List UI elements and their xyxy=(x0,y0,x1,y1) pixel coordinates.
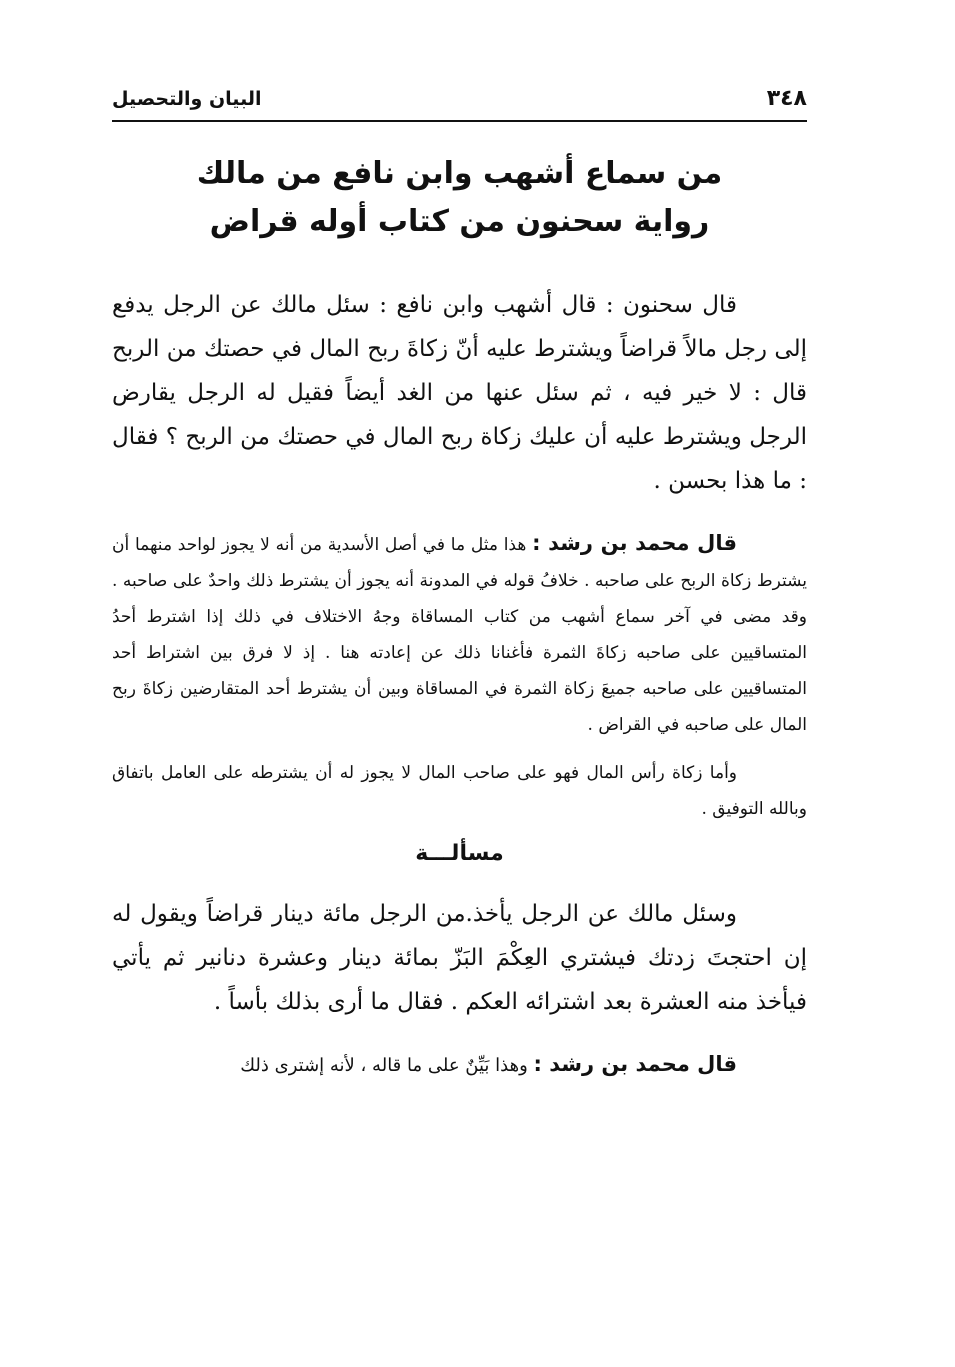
commentary-text-2: وهذا بَيِّنٌ على ما قاله ، لأنه إشترى ذلك xyxy=(240,1055,534,1076)
paragraph-zakat-capital: وأما زكاة رأس المال فهو على صاحب المال لا يجوز له أن يشترطه على العامل باتفاق وبالله التوفيق . xyxy=(112,763,807,819)
page-header xyxy=(112,86,807,122)
paragraph-commentary-2 xyxy=(112,1046,807,1084)
commentator-lead-2: قال محمد بن رشد : xyxy=(533,1052,737,1076)
page-number: ٣٤٨ xyxy=(766,86,807,111)
paragraph-sahnun: قال سحنون : قال أشهب وابن نافع : سئل مالك عن الرجل يدفع إلى رجل مالاً قراضاً ويشترط عليه أنّ زكاةَ ربح المال في حصتك من الربح قال : لا خير فيه ، ثم سئل عنها من الغد أيضاً فقيل له الرجل يقارض الرجل ويشترط عليه أن عليك زكاة ربح المال في حصتك من الربح ؟ فقال : ما هذا بحسن . xyxy=(112,292,807,494)
paragraph-commentary-1 xyxy=(112,525,807,743)
paragraph-question: وسئل مالك عن الرجل يأخذ.من الرجل مائة دينار قراضاً ويقول له إن احتجتَ زدتك فيشتري العِكْمَ البَزّ بمائة دينار وعشرة دنانير ثم يأتي فيأخذ منه العشرة بعد اشترائه العكم . فقال ما أرى بذلك بأساً . xyxy=(112,901,807,1015)
running-title: البيان والتحصيل xyxy=(112,88,262,110)
commentary-text: هذا مثل ما في أصل الأسدية من أنه لا يجوز لواحد منهما أن يشترط زكاة الربح على صاحبه . خلافُ قوله في المدونة أنه يجوز أن يشترط ذلك واحدٌ على صاحبه . وقد مضى في آخر سماع أشهب من كتاب المساقاة وجهُ الاختلاف في ذلك إذا اشترط أحدُ المتساقيين على صاحبه زكاةَ الثمرة فأغنانا ذلك عن إعادته هنا . إذ لا فرق بين اشتراط أحد المتساقيين على صاحبه جميعَ زكاة الثمرة في المساقاة وبين أن يشترط أحد المتقارضين زكاةَ ربح المال على صاحبه في القراض . xyxy=(112,535,807,735)
chapter-title xyxy=(112,150,807,246)
commentator-lead: قال محمد بن رشد : xyxy=(532,531,738,555)
page-content xyxy=(112,283,807,1102)
chapter-title-line-1: من سماع أشهب وابن نافع من مالك xyxy=(196,156,723,191)
section-heading: مسألـــة xyxy=(415,841,504,866)
chapter-title-line-2: رواية سحنون من كتاب أوله قراض xyxy=(209,204,710,239)
